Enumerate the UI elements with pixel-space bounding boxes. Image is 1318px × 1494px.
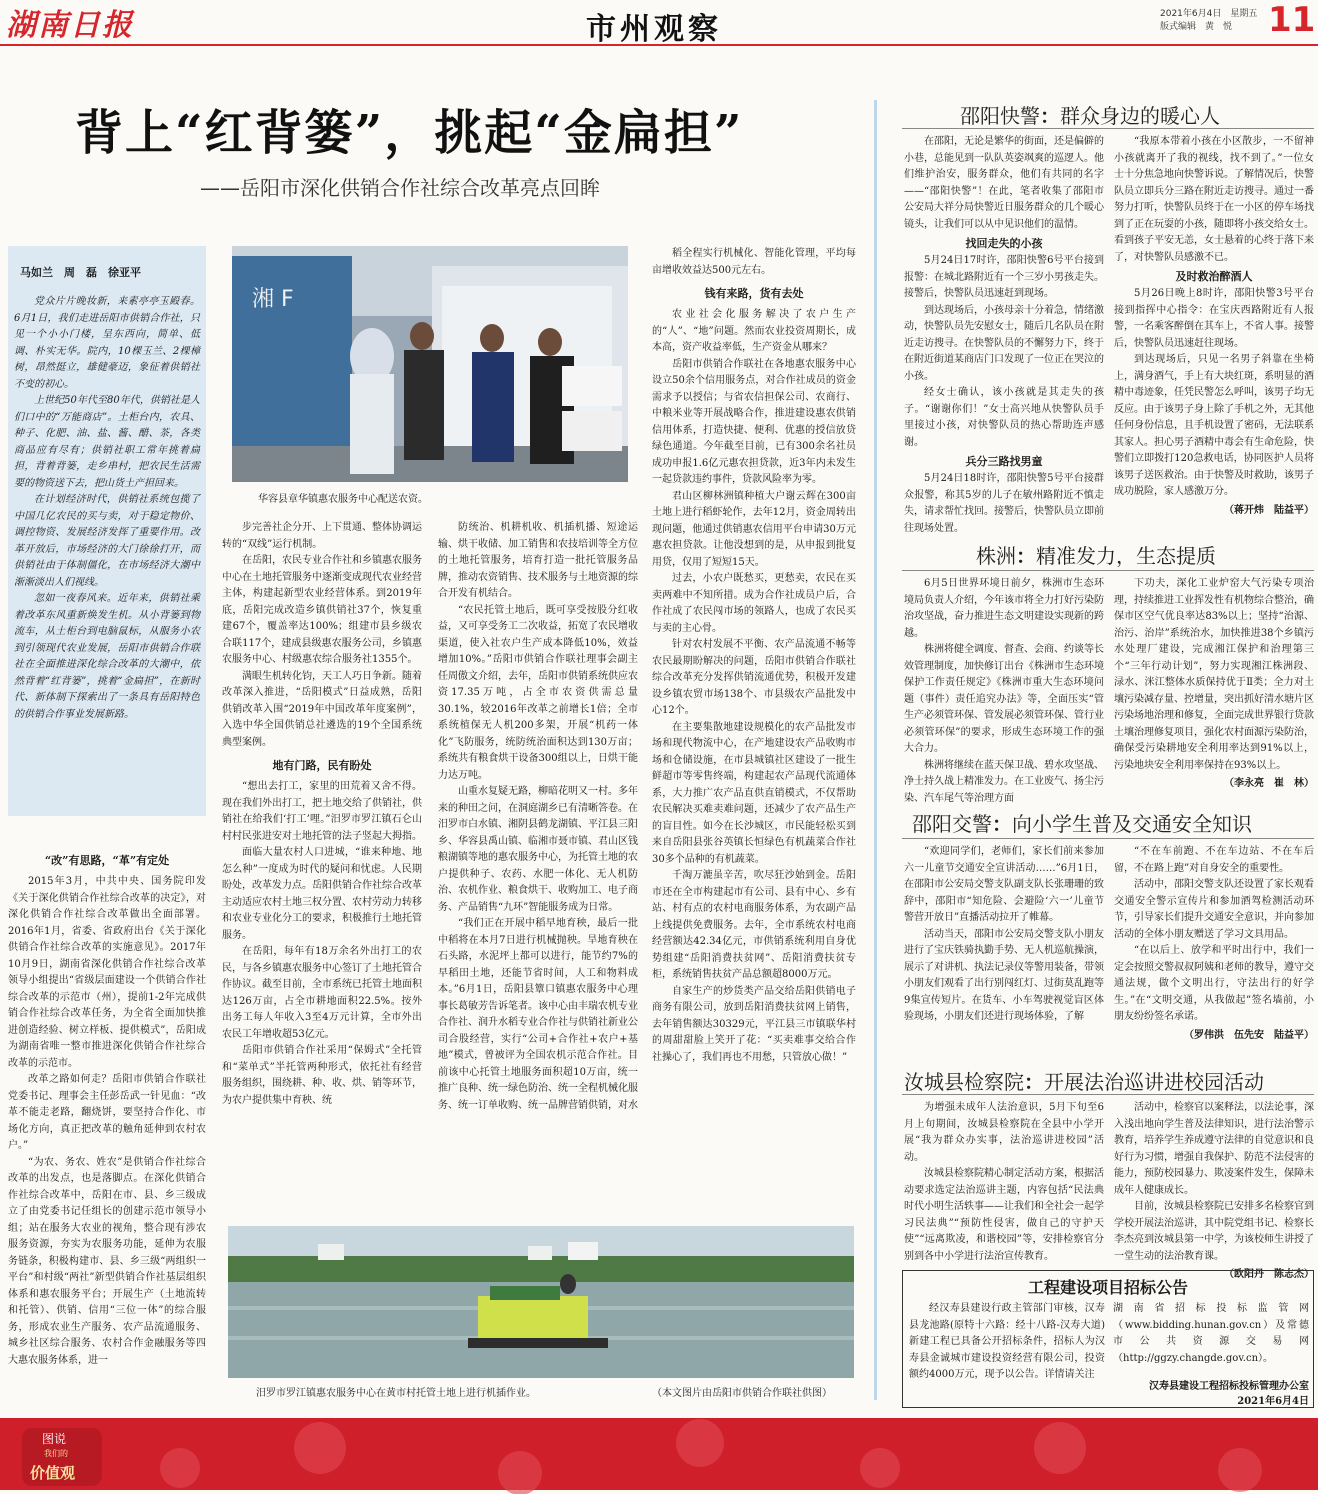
story1-column-b: [1114, 134, 1314, 526]
paragraph: 面临大量农村人口进城，“谁来种地、地怎么种”一度成为时代的疑问和忧虑。人民期盼处，改革发力点。岳阳供销合作社综合改革主动适应农村土地三权分置、农村劳动力转移和农业专业化分工的要求，积极推行土地托管服务。: [222, 847, 422, 941]
column-text: [1114, 576, 1314, 774]
paragraph: 在岳阳，每年有18万余名外出打工的农民，与各乡镇惠农服务中心签订了土地托管合作协议。截至目前，全市系统已托管土地面积达126万亩，占全市耕地面积22.5%。按外出务工每人年收入3至4万元计算，全市外出农民工年增收超53亿元。: [222, 946, 422, 1040]
paragraph: 上世纪50年代至80年代，供销社是人们口中的“万能商店”。土柜台内，农具、种子、化肥、油、盐、酱、醋、茶，各类商品应有尽有；供销社职工常年挑着扁担，背着背篓，走乡串村，把农民生活需要的物资送下去，把山货土产担回来。: [14, 395, 200, 489]
story-zhuzhou-title: 株洲：精准发力，生态提质: [976, 544, 1216, 568]
story-rucheng-title: 汝城县检察院：开展法治巡讲进校园活动: [904, 1070, 1264, 1094]
column-text: [904, 471, 1104, 537]
author-signature: （罗伟洪 伍先安 陆益平）: [1184, 1029, 1314, 1041]
paragraph: 在计划经济时代，供销社系统包揽了中国几亿农民的买与卖，对于稳定物价、调控物资、发展经济发挥了重要作用。改革开放后，市场经济的大门徐徐打开，而供销社由于体制僵化，在市场经济大潮中渐渐淡出人们视线。: [14, 494, 200, 588]
paragraph: “不在车前跑、不在车边站、不在车后留，不在路上跑”对自身安全的重要性。: [1114, 846, 1314, 874]
paragraph: 汝城县检察院精心制定活动方案，根据活动要求选定法治巡讲主题，内容包括“民法典时代小明生活轶事——让我们和全社会一起学习民法典”“预防性侵害，做自己的守护天使”“远离欺凌，和谐校园”等，安排检察官分别到各中小学进行法治宣传教育。: [904, 1168, 1104, 1262]
story-source: 株洲: [976, 544, 1016, 568]
story-headline: 精准发力，生态提质: [1036, 544, 1216, 568]
paragraph: “在以后上、放学和平时出行中，我们一定会按照交警叔叔阿姨和老师的教导，遵守交通法规，做个文明出行，守法出行的好学生。”在“文明交通，从我做起”签名墙前，小朋友纷纷签名承诺。: [1114, 945, 1314, 1022]
story3-column-b: [1114, 844, 1314, 1070]
column-text: [652, 307, 856, 1066]
paragraph: 在主要集散地建设规模化的农产品批发市场和现代物流中心，在产地建设农产品收购市场和仓储设施，在市县城镇社区建设了一批生鲜超市等零售终端，构建起农产品现代流通体系，大力推广农产品直供直销模式，不仅帮助农民解决买难卖难问题，还减少了农产品生产的盲目性。如今在长沙城区，市民能轻松买到来自岳阳县张谷英镇长恒绿色有机蔬菜合作社30多个品种的有机蔬菜。: [652, 721, 856, 865]
notice-organization: 汉寿县建设工程招标投标管理办公室: [1149, 1381, 1309, 1392]
notice-title: 工程建设项目招标公告: [1027, 1278, 1188, 1297]
intro-text: [14, 294, 200, 794]
story-headline: 群众身边的暖心人: [1060, 104, 1220, 128]
notice-column-a: [909, 1301, 1105, 1405]
paragraph: 经女士确认，该小孩就是其走失的孩子。“谢谢你们！”女士高兴地从快警队员手里接过小孩，对快警队员的热心帮助连声感谢。: [904, 387, 1104, 448]
footer-banner: [0, 1418, 1318, 1490]
article-column-1: [8, 846, 206, 1398]
notice-date: 2021年6月4日: [1237, 1396, 1309, 1407]
subheading: 兵分三路找男童: [965, 455, 1043, 468]
photo-illustration: [232, 246, 628, 482]
footer-badge-mid: 我们的: [44, 1449, 68, 1458]
story4-column-a: [904, 1100, 1104, 1264]
byline: 马如兰 周 磊 徐亚平: [20, 266, 141, 279]
story4-column-b: [1114, 1100, 1314, 1280]
story2-column-b: [1114, 576, 1314, 788]
article-column-2: [222, 520, 422, 1220]
paragraph: 针对农村发展不平衡、农产品流通不畅等农民最期盼解决的问题，岳阳市供销合作联社综合改革充分发挥供销流通优势，积极开发建设乡镇农贸市场138个、市县级农产品批发中心12个。: [652, 639, 856, 716]
issue-date: 2021年6月4日 星期五: [1160, 9, 1258, 19]
paragraph: 6月5日世界环境日前夕，株洲市生态环境局负责人介绍，今年该市将全力打好污染防治攻坚战，奋力推进生态文明建设实现新的跨越。: [904, 578, 1104, 639]
paragraph: 稻全程实行机械化、智能化管理，平均每亩增收效益达500元左右。: [652, 248, 856, 276]
paragraph: 忽如一夜春风来。近年来，供销社乘着改革东风重新焕发生机。从小背篓到物流车，从土柜台到电脑鼠标，从服务小农到引领现代农业发展，岳阳市供销合作联社在全面推进深化综合改革的大潮中，依然背着“红背篓”，挑着“金扁担”，在新时代、新体制下探索出了一条具有岳阳特色的供销合作事业发展新路。: [14, 593, 200, 720]
column-text: [8, 874, 206, 1369]
author-signature: （李永亮 崔 林）: [1224, 778, 1314, 789]
column-text: [904, 253, 1104, 451]
column-text: [904, 1100, 1104, 1265]
column-text: [904, 576, 1104, 807]
subheading: 及时救治醉酒人: [1175, 270, 1253, 283]
photo2-caption: 汨罗市罗江镇惠农服务中心在黄市村托管土地上进行机插作业。: [256, 1388, 536, 1399]
paragraph: 千淘万漉虽辛苦，吹尽狂沙始到金。岳阳市还在全市构建起市有公司、县有中心、乡有站、村有点的农村电商服务体系，为农副产品上线提供免费服务。去年，全市系统农村电商经营额达42.34亿元，市供销系统利用自身优势组建“岳阳消费扶贫网”、岳阳消费扶贫专柜，系统销售扶贫产品总额超8000万元。: [652, 870, 856, 980]
paragraph: 湖南省招标投标监管网（www.bidding.hunan.gov.cn）及常德市公共资源交易网（http://ggzy.changde.gov.cn）。: [1113, 1303, 1309, 1364]
paragraph: 5月26日晚上8时许，邵阳快警3号平台接到指挥中心指令：在宝庆西路附近有人报警，一名乘客醉倒在其车上，不省人事。接警后，快警队员迅速赶往现场。: [1114, 288, 1314, 349]
paragraph: 下功夫，深化工业炉窑大气污染专项治理，持续推进工业挥发性有机物综合整治，确保市区空气优良率达83%以上；坚持“治源、治污、治岸”系统治水，加快推进38个乡镇污水处理厂建设，完成湘江保护和治理第三个“三年行动计划”，努力实现湘江株洲段、渌水、洣江整体水质保持优于Ⅱ类；全力对土壤污染减存量、控增量，突出抓好清水塘片区污染场地治理和修复，全面完成世界银行贷款土壤治理修复项目，强化农村面源污染防治，确保受污染耕地安全利用率达到91%以上，污染地块安全利用率保持在93%以上。: [1114, 578, 1314, 771]
paragraph: 步完善社企分开、上下贯通、整体协调运转的“双线”运行机制。: [222, 522, 422, 550]
story3-column-a: [904, 844, 1104, 1070]
paragraph: 到达现场后，只见一名男子斜靠在坐椅上，满身酒气，手上有大块红斑，系明显的酒精中毒迹象，任凭民警怎么呼叫，该男子均无反应。由于该男子身上除了手机之外，无其他任何身份信息，且手机设置了密码，无法联系其家人。担心男子酒精中毒会有生命危险，快警们立即拨打120急救电话，协同医护人员将该男子送医救治。由于快警及时救助，该男子成功脱险，家人感激万分。: [1114, 354, 1314, 497]
section-heading-money: 钱有来路，货有去处: [704, 287, 804, 300]
story-headline: 开展法治巡讲进校园活动: [1044, 1070, 1264, 1094]
story-shaoyang-traffic-title: 邵阳交警：向小学生普及交通安全知识: [912, 812, 1252, 836]
paragraph: “为农、务农、姓农”是供销合作社综合改革的出发点，也是落脚点。在深化供销合作社综合改革中，岳阳在市、县、乡三级成立了由党委书记任组长的创建示范市领导小组；站在服务大农业的视角，整合现有涉农服务资源，夯实为农服务功能，延伸为农服务链条，积极构建市、县、乡三级“两组织一平台”和村级“两社”新型供销合作社基层组织体系和惠农服务平台；开展生产（土地流转和托管）、供销、信用“三位一体”的综合服务，形成农业生产服务、农产品流通服务、城乡社区综合服务、农村合作金融服务等四大惠农服务体系，进一: [8, 1156, 206, 1366]
tender-notice: [902, 1270, 1314, 1408]
paragraph: 山重水复疑无路，柳暗花明又一村。多年来的种田之问，在洞庭湖乡已有清晰答卷。在汨罗市白水镇、湘阴县鹤龙湖镇、平江县三阳乡、华容县禹山镇、临湘市聂市镇、君山区钱粮湖镇等地的惠农服务中心，为托管土地的农户提供种子、农药、水肥一体化、无人机防治、农机作业、粮食烘干、收购加工、电子商务、产品销售“九环”智能服务成为日常。: [438, 786, 638, 913]
paragraph: 到达现场后，小孩母亲十分着急，情绪激动，快警队员先安慰女士，随后几名队员在附近走访搜寻。在快警队员的不懈努力下，终于在附近街道某商店门口发现了一位正在哭泣的小孩。: [904, 304, 1104, 382]
paragraph: 株洲将继续在蓝天保卫战、碧水攻坚战、净土持久战上精准发力。在工业废气、扬尘污染、汽车尾气等治理方面: [904, 759, 1104, 804]
paragraph: “农民托管土地后，既可享受按股分红收益，又可享受务工二次收益，拓宽了农民增收渠道，使入社农户生产成本降低10%，效益增加10%。”岳阳市供销合作联社理事会副主任周傲文介绍，去年，岳阳市供销系统供应农资17.35万吨，占全市农资供需总量30.1%，较2016年改革之前增长1倍；全市系统植保无人机200多架，开展“机药一体化”飞防服务，统防统治面积达到130万亩；系统共有粮食烘干设备300组以上，日烘干能力达万吨。: [438, 604, 638, 781]
newspaper-logo: 湖南日报: [6, 8, 134, 43]
paragraph: 满眼生机转化钧，天工人巧日争新。随着改革深入推进，“岳阳模式”日益成熟，岳阳供销改革入围“2019年中国改革年度案例”，入选中华全国供销总社遴选的19个全国系统典型案例。: [222, 670, 422, 748]
column-text: [652, 246, 856, 279]
photo-credit: （本文图片由岳阳市供销合作联社供图）: [652, 1388, 832, 1399]
paragraph: 自家生产的炒货类产品交给岳阳供销电子商务有限公司，放到岳阳消费扶贫网上销售，去年销售额达30329元，平江县三市镇联华村的周甜甜脸上笑开了花：“买卖难事交给合作社操心了，我们再也不用愁，只管放心做！”: [652, 985, 856, 1063]
page-number: 11: [1268, 0, 1316, 40]
photo-farm-supply-delivery: [232, 246, 628, 482]
paragraph: 农业社会化服务解决了农户生产的“人”、“地”问题。然而农业投资周期长，成本高，资产收益率低，生产资金从哪来？: [652, 309, 856, 353]
paragraph: 在岳阳，农民专业合作社和乡镇惠农服务中心在土地托管服务中逐渐变成现代农业经营主体，构建起新型农业经营体系。到2019年底，岳阳完成改造乡镇供销社37个，恢复重建67个，覆盖率达100%；组建市县乡级农合联117个，建成县级惠农服务公司，乡镇惠农服务中心、村级惠农综合服务社1355个。: [222, 555, 422, 665]
column-text: [909, 1301, 1105, 1384]
story-headline: 向小学生普及交通安全知识: [1012, 812, 1252, 836]
truck-plate-text: 湘 F: [252, 287, 294, 312]
footer-pattern: [0, 1418, 1318, 1490]
paragraph: 在邵阳，无论是繁华的街面，还是偏僻的小巷，总能见到一队队英姿飒爽的巡逻人。他们维护治安，服务群众，他们有共同的名字——“邵阳快警”！在此，笔者收集了邵阳市公安局大祥分局快警近日服务群众的几个暖心镜头，让我们可以从中见识他们的温情。: [904, 136, 1104, 230]
intro-box: [8, 246, 206, 816]
story-source: 汝城县检察院: [904, 1070, 1024, 1094]
article-column-3: [438, 520, 638, 1220]
photo-rice-transplanting: [228, 1226, 854, 1378]
column-text: [904, 134, 1104, 233]
paragraph: 2015年3月，中共中央、国务院印发《关于深化供销合作社综合改革的决定》，对深化供销合作社综合改革做出全面部署。2016年1月，省委、省政府出台《关于深化供销合作社综合改革的实施意见》。2017年10月9日，湖南省深化供销合作社综合改革领导小组提出“省级层面建设一个供销合作社综合改革的示范市（州），提前1-2年完成供销合作社综合改革任务，为全省全面加快推进创造经验、树立样板、提供模式”，岳阳成为湖南省唯一整市推进深化供销合作社综合改革的示范市。: [8, 876, 206, 1069]
story1-column-a: [904, 134, 1104, 534]
paragraph: 君山区柳林洲镇种植大户谢云辉在300亩土地上进行稻虾轮作，去年12月，资金周转出现问题，他通过供销惠农信用平台申请30万元惠农担贷款。让他没想到的是，从申报到批复用贷，仅用了短短15天。: [652, 490, 856, 568]
paragraph: 为增强未成年人法治意识，5月下旬至6月上旬期间，汝城县检察院在全县中小学开展“我为群众办实事，法治巡讲进校园”活动。: [904, 1102, 1104, 1163]
paragraph: 经汉寿县建设行政主管部门审核，汉寿县龙池路(原特十六路：经十八路-汉寿大道)新建工程已具备公开招标条件，招标人为汉寿县金诚城市建设投资经营有限公司，投资额约4000万元，现予以公告。详情请关注: [909, 1303, 1105, 1380]
column-text: [222, 520, 422, 751]
layout-editor: 版式编辑 黄 悦: [1160, 22, 1233, 32]
paragraph: 目前，汝城县检察院已安排多名检察官到学校开展法治巡讲，其中院党组书记、检察长李杰亮到汝城县第一中学，为该校师生讲授了一堂生动的法治教育课。: [1114, 1201, 1314, 1262]
section-heading-land: 地有门路，民有盼处: [272, 759, 372, 772]
column-text: [438, 520, 638, 1114]
paragraph: “我们正在开展中稻早地育秧，最后一批中稻将在本月7日进行机械抛秧。旱地育秧在石头路，水泥坪上都可以进行，能节约7%的早稻田土地，还能节省时间，人工和物料成本。”6月1日，岳阳县簟口镇惠农服务中心理事长葛敏芳告诉笔者。该中心由丰瑞农机专业合作社、润升水稻专业合作社与供销社新业公司合股经营，实行“公司+合作社+农户+基地”模式，曾被评为全国农机示范合作社。目前该中心托管土地服务面积超10万亩，统一推广良种、统一绿色防治、统一全程机械化服务、统一订单收购、统一品牌营销供销，对水: [438, 918, 638, 1111]
author-signature: （蒋开炜 陆益平）: [1224, 504, 1314, 516]
title-rule: [902, 1094, 1314, 1095]
paragraph: 活动当天，邵阳市公安局交警支队小朋友进行了宝庆铁骑执勤手势、无人机巡航操演，展示了对讲机、执法记录仪等警用装备，带领小朋友们观看了出行别闯红灯、过街莫乱跑等9集宣传短片。在货车、小车驾驶视觉盲区体验现场，小朋友们还进行现场体验，了解: [904, 928, 1104, 1022]
column-text: [1114, 134, 1314, 266]
story-source: 邵阳交警: [912, 812, 992, 836]
paragraph: 岳阳市供销合作社采用“保姆式”全托管和“菜单式”半托管两种形式，依托社有经营服务组织，围绕耕、种、收、烘、销等环节，为农户提供集中育秧、统: [222, 1045, 422, 1106]
paragraph: “想出去打工，家里的田荒着又舍不得。现在我们外出打工，把土地交给了供销社，供销社在给我们‘打工’哩。”汨罗市罗江镇石仑山村村民张进安对土地托管的法子竖起大拇指。: [222, 781, 422, 842]
story-shaoyang-police-title: 邵阳快警：群众身边的暖心人: [960, 104, 1220, 128]
section-title: 市州观察: [586, 12, 722, 47]
story-source: 邵阳快警: [960, 104, 1040, 128]
main-headline: 背上“红背篓”，挑起“金扁担”: [75, 105, 744, 161]
column-text: [222, 779, 422, 1109]
dateline: [1160, 8, 1257, 34]
paragraph: 党众片片晚妆新，来素亭亭玉殿春。6月1日，我们走进岳阳市供销合作社，只见一个小小门楼，呈东西向，简单、低调、朴实无华。院内，10棵玉兰、2棵樟树，昂然挺立，雄健豪迈，象征着供销社不变的初心。: [14, 296, 200, 390]
paragraph: 5月24日18时许，邵阳快警5号平台接群众报警，称其5岁的儿子在敏州路附近不慎走失，请求帮忙找回。接警后，快警队员立即前往现场处置。: [904, 473, 1104, 534]
masthead: [0, 0, 1318, 46]
column-text: [1113, 1301, 1309, 1367]
paragraph: 防统治、机耕机收、机插机播、短途运输、烘干收储、加工销售和农技培训等全方位的土地托管服务，培育打造一批托管服务品牌，推动农资销售、技术服务与土地资源的综合开发有机结合。: [438, 522, 638, 599]
footer-badge-bottom: 价值观: [30, 1464, 76, 1482]
column-text: [1114, 844, 1314, 1026]
paragraph: 过去，小农户既愁买，更愁卖，农民在买卖两难中不知所措。成为合作社成员户后，合作社成了农民闯市场的领路人，也成了农民买与卖的主心骨。: [652, 573, 856, 634]
story2-column-a: [904, 576, 1104, 804]
author-signature: （欧阳丹 陈志杰）: [1224, 1269, 1314, 1280]
paragraph: 改革之路如何走？岳阳市供销合作联社党委书记、理事会主任彭岳武一针见血：“改革不能走老路，翻烧饼，要坚持合作化、市场化方向，真正把改革的触角延伸到农村农户。”: [8, 1074, 206, 1151]
main-subhead: ——岳阳市深化供销合作社综合改革亮点回眸: [200, 176, 600, 200]
paragraph: “我原本带着小孩在小区散步，一不留神小孩就离开了我的视线，找不到了。”一位女士十分焦急地向快警诉说。了解情况后，快警队员立即兵分三路在附近走访搜寻。通过一番努力打听，快警队员终于在一小区的停车场找到了正在玩耍的小孩，随即将小孩交给女士。看到孩子平安无恙，女士悬着的心终于落下来了，对快警队员感激不已。: [1114, 136, 1314, 263]
subheading: 找回走失的小孩: [965, 237, 1043, 250]
paragraph: 活动中，邵阳交警支队还设置了家长观看交通安全警示宣传片和参加酒驾检测活动环节，引导家长们提升交通安全意识，并向参加活动的全体小朋友赠送了学习文具用品。: [1114, 879, 1314, 940]
photo1-caption: 华容县章华镇惠农服务中心配送农资。: [258, 494, 428, 505]
notice-column-b: [1113, 1301, 1309, 1405]
title-rule: [902, 570, 1314, 571]
article-column-4: [652, 246, 856, 1220]
footer-badge-top: 图说: [42, 1432, 67, 1446]
title-rule: [902, 128, 1314, 129]
paragraph: 岳阳市供销合作联社在各地惠农服务中心设立50余个信用服务点，对合作社成员的资金需求予以授信；与省农信担保公司、农商行、中粮米业等开展战略合作，推进建设惠农供销信用体系，打造快捷、便利、优惠的授信放贷绿色通道。今年截至目前，已有300余名社员成功申报1.6亿元惠农担贷款，近3年内未发生一起贷款违约事件，贷款风险率为零。: [652, 358, 856, 485]
column-divider: [874, 100, 877, 1400]
column-text: [1114, 286, 1314, 501]
paragraph: 株洲将健全调度、督查、会商、约谈等长效管理制度，加快修订出台《株洲市生态环境保护工作责任规定》《株洲市重大生态环境问题（事件）责任追究办法》等，全面压实“管生产必须管环保、管发展必须管环保、管行业必须管环保”的要求，形成生态环境工作的强大合力。: [904, 644, 1104, 754]
photo-illustration: [228, 1226, 854, 1378]
section-heading-reform: “改”有思路，“革”有定处: [44, 854, 170, 867]
column-text: [904, 844, 1104, 1026]
paragraph: “欢迎同学们，老师们，家长们前来参加六一儿童节交通安全宣讲活动……”6月1日，在邵阳市公安局交警支队副支队长张珊珊的致辞中，邵阳市“知危险、会避险‘六一’儿童节警营开放日”直播活动拉开了帷幕。: [904, 846, 1104, 923]
column-text: [1114, 1100, 1314, 1265]
paragraph: 5月24日17时许，邵阳快警6号平台接到报警：在城北路附近有一个三岁小男孩走失。接警后，快警队员迅速赶到现场。: [904, 255, 1104, 299]
paragraph: 活动中，检察官以案释法，以法论事，深入浅出地向学生普及法律知识，进行法治警示教育，培养学生养成遵守法律的自觉意识和良好行为习惯，增强自我保护、防范不法侵害的能力，预防校园暴力、欺凌案件发生，保障未成年人健康成长。: [1114, 1102, 1314, 1196]
title-rule: [902, 838, 1314, 839]
